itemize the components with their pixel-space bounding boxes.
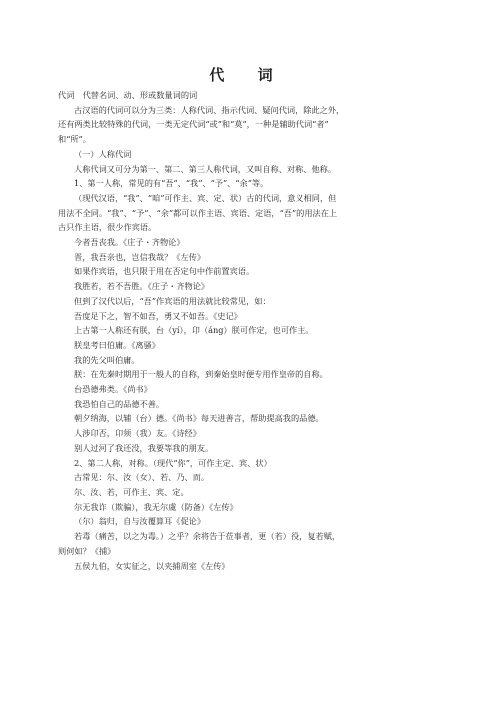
- text-line: 1、第一人称，常见的有“吾”、“我”、“予”、“余”等。: [74, 178, 269, 189]
- text-line: 尔、汝、若，可作主、宾、定。: [74, 486, 189, 497]
- text-line: 人涉卬否，卬须（我）友。《诗经》: [74, 428, 201, 439]
- text-line: 我恐怕自己的品德不善。: [74, 398, 165, 409]
- page-title: 代 词: [209, 66, 287, 84]
- text-line: 古只作主语，很少作宾语。: [58, 222, 157, 233]
- text-line: 朕：在先秦时期用于一般人的自称，到秦始皇时便专用作皇帝的自称。: [74, 369, 328, 380]
- text-line: 若毒（痛苦，以之为毒。）之乎？余将告于莅事者，更（若）役，复若赋，: [74, 531, 341, 542]
- text-line: 古汉语的代词可以分为三类：人称代词、指示代词、疑问代词，除此之外，: [74, 104, 345, 115]
- text-line: 我的先父叫伯庸。: [74, 354, 140, 365]
- text-line: 朝夕纳海，以辅（台）德。《尚书》每天进善言，帮助提高我的品德。: [74, 413, 324, 424]
- document-body: [58, 88, 442, 573]
- text-line: 人称代词又可分为第一、第二、第三人称代词，又叫自称、对称、他称。: [74, 163, 337, 174]
- text-line: 吾度足下之，智不如吾，勇又不如吾。《史记》: [74, 310, 242, 321]
- text-line: 则何如？《捕》: [58, 545, 116, 556]
- text-line: 我胜若，若不吾胜。《庄子・齐物论》: [74, 281, 210, 292]
- text-line: 朕皇考曰伯庸。《离骚》: [74, 339, 160, 350]
- text-line: 代词 代替名词、动、形或数量词的词: [58, 90, 198, 100]
- text-line: 和“所”。: [58, 134, 91, 145]
- text-line: 古常见：尔、汝（女）、若、乃、而。: [74, 472, 210, 483]
- text-line: （现代汉语，“我”、“咱”可作主、宾、定、状）古的代词，意义相同，但: [74, 192, 337, 203]
- text-line: 台恐德弗类。《尚书》: [74, 384, 152, 395]
- text-line: 上古第一人称还有朕，台（yí），卬（áng）朕可作定，也可作主。: [74, 325, 314, 336]
- text-line: 用法不全同。“我”、“予”、“余”都可以作主语、宾语、定语，“吾”的用法在上: [58, 207, 338, 218]
- text-line: 别人过河了我还没，我要等我的朋友。: [74, 442, 214, 453]
- text-line: 2、第二人称，对称。（现代“你”，可作主定、宾、状）: [74, 457, 272, 468]
- text-line: 尔无我诈（欺骗），我无尔虞（防备）《左传》: [74, 501, 238, 512]
- text-line: 晋，我吾亲也，岂信我哉？《左传》: [74, 251, 206, 262]
- text-line: （尔）翁归，自与汝覆算耳《促论》: [74, 516, 206, 527]
- text-line: （一）人称代词: [74, 148, 132, 159]
- text-line: 如果作宾语，也只限于用在否定句中作前置宾语。: [74, 266, 255, 277]
- text-line: 五侯九伯，女实征之，以夹捕周室《左传》: [74, 560, 230, 571]
- text-line: 还有两类比较特殊的代词，一类无定代词“或”和“莫”，一种是辅助代词“者”: [58, 119, 329, 130]
- text-line: 今者吾丧我。《庄子・齐物论》: [74, 237, 185, 248]
- text-line: 但到了汉代以后，“吾”作宾语的用法就比较常见，如：: [74, 295, 271, 306]
